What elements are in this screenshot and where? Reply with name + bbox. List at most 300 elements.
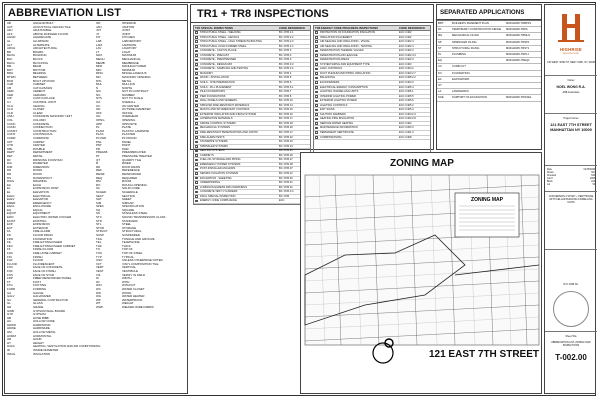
checkbox-icon: [195, 95, 198, 98]
checkbox-icon: [195, 45, 198, 48]
separated-applications-panel: [436, 4, 542, 150]
checkbox-icon: [315, 118, 318, 121]
tr8-inspection-name: SERVICE WATER HEATING: [320, 121, 354, 125]
checkbox-icon: [195, 145, 198, 148]
tr1-inspection-name: EXTERIOR INSULATION AND FINISH SYSTEM: [200, 112, 257, 116]
tr1-inspection-name: EMERGENCY POWER SYSTEMS: [200, 162, 241, 166]
abbreviation-meaning: SQUARE: [122, 207, 135, 212]
abbreviation-meaning: ANCHOR BOLT: [33, 21, 54, 25]
tr8-code-reference: ECC C405.1: [399, 90, 414, 94]
owner-label: Owner: [567, 79, 575, 82]
field-value: 04/15/2020: [583, 169, 595, 171]
tr1-code-reference: BC 1705.8: [279, 94, 292, 98]
tr1-code-reference: BC 1705.6: [279, 81, 292, 85]
abbreviation-meaning: MISCELLANEOUS: [122, 71, 147, 76]
abbreviation-code: EXIST: [7, 218, 16, 223]
tr1-code-reference: BC 1705.15: [279, 108, 293, 112]
abbreviation-code: GALV: [7, 294, 15, 299]
abbreviation-code: BLDG: [7, 53, 15, 58]
tr1-code-reference: BC 1705.3: [279, 53, 292, 57]
abbreviation-code: KIT: [96, 35, 101, 40]
checkbox-icon: [195, 172, 198, 175]
tr1-code-reference: BC 1705.25: [279, 149, 293, 153]
abbreviation-meaning: CERAMIC: [33, 92, 47, 97]
abbreviation-code: CONST: [7, 128, 18, 133]
tr8-code-reference: ECC C405.4: [399, 85, 414, 89]
abbreviation-meaning: ADJUSTABLE: [33, 28, 52, 33]
abbreviation-code: STRUCT: [96, 229, 108, 234]
abbreviation-code: WC: [96, 286, 101, 291]
checkbox-icon: [315, 113, 318, 116]
abbreviation-code: CJ: [7, 100, 11, 105]
tr8-inspection-name: BALANCING: [320, 76, 335, 80]
application-description: [452, 58, 506, 63]
checkbox-icon: [315, 68, 318, 71]
application-description: EARTHWORK: [452, 77, 470, 81]
abbreviation-meaning: LAVATORY: [122, 46, 137, 51]
checkbox-icon: [195, 195, 198, 198]
abbreviation-code: FEC: [7, 243, 13, 248]
abbreviation-meaning: ARCHITECTURAL: [33, 46, 58, 51]
tr8-code-reference: ECC C408.2.2: [399, 76, 416, 80]
abbreviation-meaning: GENERAL CONTRACTOR: [33, 297, 68, 302]
tr1-code-reference: BC 1705.20: [279, 126, 293, 130]
tr8-code-reference: ECC C404: [399, 121, 412, 125]
tr1-code-reference: BC 1705.7: [279, 90, 292, 94]
tr8-inspection-name: INTERIOR LIGHTING POWER: [320, 94, 356, 98]
abbreviation-meaning: REFERENCE: [122, 168, 140, 173]
abbreviation-code: SQ: [96, 207, 101, 212]
tr1-inspection-name: CONCRETE - DESIGN MIX: [200, 62, 233, 66]
tr8-code-reference: ECC C402.4: [399, 44, 414, 48]
checkbox-icon: [195, 63, 198, 66]
abbreviation-code: PLAM: [96, 128, 104, 133]
abbreviation-code: RD: [96, 164, 101, 169]
tr1-inspection-name: WOOD - INSTALLATION: [200, 76, 229, 80]
application-code: SP: [438, 40, 442, 44]
abbreviation-meaning: FOUNDATION: [33, 236, 52, 241]
checkbox-icon: [315, 131, 318, 134]
abbreviation-code: STL: [96, 222, 102, 227]
abbreviation-code: N: [96, 85, 99, 90]
abbreviation-meaning: DETAIL: [33, 153, 43, 158]
tr1-code-reference: BC 1705.37: [279, 167, 293, 171]
application-code: PL: [438, 53, 442, 57]
abbreviation-meaning: FOOTING: [33, 283, 47, 288]
abbreviation-meaning: OVERALL: [122, 100, 136, 105]
abbreviation-code: WT: [96, 301, 101, 306]
abbreviation-meaning: STEEL: [122, 222, 132, 227]
tr1-inspection-name: PILE FOUNDATIONS: [200, 90, 226, 94]
application-job-number: M00111905-TRMH1: [506, 34, 530, 38]
abbreviation-meaning: TELEPHONE: [122, 240, 140, 245]
abbreviation-meaning: ELEVATION: [33, 189, 49, 194]
abbreviation-code: AL: [7, 38, 11, 43]
abbreviation-code: FOS: [7, 272, 13, 277]
checkbox-icon: [195, 118, 198, 121]
abbreviation-meaning: ELECTRIC WATER COOLER: [33, 215, 72, 220]
abbreviation-code: OD: [96, 107, 101, 112]
abbreviation-meaning: FINISH FLOOR: [33, 247, 54, 252]
abbreviation-code: SHT: [96, 197, 102, 202]
abbreviation-meaning: OVERHEAD: [122, 114, 139, 119]
abbreviation-meaning: ACOUSTICAL CEILING TILE: [33, 24, 71, 29]
stamp-label: NYC DOB No.: [563, 283, 579, 286]
abbreviation-meaning: CONTINUOUS: [33, 132, 53, 137]
abbreviation-meaning: DRAWING: [33, 179, 47, 184]
abbreviation-meaning: WITHOUT: [122, 283, 136, 288]
abbreviation-list: [4, 4, 188, 394]
abbreviation-code: HR: [7, 337, 12, 342]
tr8-inspection-name: EXTERIOR LIGHTING POWER: [320, 99, 357, 103]
checkbox-icon: [315, 136, 318, 139]
abbreviation-code: CONT: [7, 132, 16, 137]
abbreviation-code: ARCH: [7, 46, 16, 51]
sheet-number: T-002.00: [555, 353, 587, 362]
application-job-number: [506, 89, 540, 94]
tr1-inspection-name: CONCRETE - PRESTRESSED: [200, 58, 237, 62]
application-code: EA: [438, 77, 442, 81]
checkbox-icon: [195, 68, 198, 71]
abbreviation-meaning: MASONRY OPENING: [122, 74, 151, 79]
application-job-number: M00111905-TRSP1: [506, 40, 530, 44]
abbreviation-meaning: CEILING: [33, 103, 45, 108]
brand-tagline: ARCHITECTURE: [563, 53, 579, 55]
abbreviation-meaning: OUTSIDE DIAMETER: [122, 107, 151, 112]
abbreviation-code: RO: [96, 182, 101, 187]
tr1-inspection-name: EXCAVATION - SHEETING: [200, 176, 232, 180]
abbreviation-code: OFF: [96, 110, 102, 115]
abbreviation-meaning: VERTICAL: [122, 265, 137, 270]
abbreviation-meaning: MEMBRANE: [122, 60, 139, 65]
tr1-code-reference: BC 1705.2.2: [279, 35, 294, 39]
abbreviation-code: CORR: [7, 136, 16, 140]
application-description: STRUCTURAL FILING: [452, 46, 480, 50]
tr1-inspection-name: CONCRETE TEST CYLINDERS: [200, 190, 238, 194]
project-scope: CONVERSION 4 STORY + PENTHOUSE WITH CELLAR BUILDING 8 DWELLING UNITS: [548, 195, 594, 205]
abbreviation-meaning: FIRE HOSE CABINET: [33, 251, 62, 255]
abbreviation-code: ACT: [7, 24, 13, 29]
abbreviation-meaning: FIRE ALARM: [33, 229, 51, 234]
abbreviation-code: ELEC: [7, 193, 15, 198]
abbreviation-code: MO: [96, 74, 101, 79]
abbreviation-code: FE: [7, 240, 11, 245]
abbreviation-code: EQ: [7, 207, 12, 212]
abbreviation-meaning: VINYL COMPOSITION TILE: [122, 261, 159, 266]
tr8-inspection-name: FENESTRATION AREAS: [320, 58, 350, 62]
abbreviation-code: INT: [96, 21, 101, 25]
tr8-header-code: CODE REFERENCE: [399, 26, 426, 30]
tr8-inspection-name: AIR SEALING AND INSULATION - VISUAL: [320, 40, 370, 44]
abbreviation-code: HVAC: [7, 344, 15, 349]
checkbox-icon: [195, 150, 198, 153]
abbreviation-code: LAV: [96, 46, 102, 51]
abbreviation-code: NIC: [96, 89, 101, 94]
abbreviation-meaning: ELEVATOR: [33, 197, 48, 202]
owner-name: NOEL WONG R.A.: [556, 85, 586, 89]
tr1-inspection-name: MECHANICAL SYSTEMS: [200, 126, 231, 130]
checkbox-icon: [195, 77, 198, 80]
tr1-inspection-name: STRUCTURAL STEEL - DETAILS: [200, 35, 240, 39]
application-code: MH: [438, 34, 443, 38]
abbreviation-code: SS: [96, 211, 100, 216]
abbreviation-code: PNT: [96, 143, 102, 148]
abbreviation-meaning: HEATING, VENTILATION AND AIR CONDITIONING: [33, 344, 101, 349]
abbreviation-code: BUR: [7, 78, 14, 83]
abbreviation-meaning: BLOCK: [33, 56, 43, 61]
application-code: OT: [438, 84, 442, 88]
tr1-inspection-name: HEATING SYSTEMS: [200, 149, 225, 153]
tr1-header-name: TR1 SPECIAL INSPECTIONS: [195, 26, 233, 30]
checkbox-icon: [195, 100, 198, 103]
checkbox-icon: [195, 127, 198, 130]
tr1-table: [193, 25, 311, 205]
tr1-inspection-name: FIRE-RESISTANT PENETRATIONS AND JOINTS: [200, 131, 258, 135]
application-description: FOUNDATION: [452, 71, 470, 75]
abbreviation-code: SIM: [96, 200, 102, 205]
checkbox-icon: [315, 100, 318, 103]
abbreviation-code: BD: [7, 49, 12, 54]
tr1-inspection-name: ALTERNATIVE MATERIALS: [200, 117, 233, 121]
field-label: Date: [547, 169, 552, 171]
abbreviation-meaning: HARDWARE: [33, 326, 50, 331]
abbreviation-code: MECH: [96, 56, 105, 61]
abbreviation-column-right: [96, 22, 185, 356]
checkbox-icon: [315, 81, 318, 84]
abbreviation-meaning: GAUGE: [33, 290, 44, 295]
checkbox-icon: [195, 131, 198, 134]
abbreviation-code: DN: [7, 168, 12, 173]
abbreviation-meaning: ABOVE FINISHED FLOOR: [33, 31, 69, 36]
abbreviation-code: HDWD: [7, 322, 16, 327]
abbreviation-meaning: FLOOR: [33, 258, 43, 263]
title-block-field: [547, 184, 595, 187]
tr8-code-reference: ECC C405.6: [399, 99, 414, 103]
abbreviation-code: STOR: [96, 225, 104, 230]
abbreviation-meaning: EMERGENCY: [33, 200, 52, 205]
abbreviation-meaning: CONCRETE: [33, 121, 50, 126]
sheet-title: ABBREVIATION LIST, ZONING MAP, INSPECTIONS: [551, 341, 591, 347]
abbreviation-meaning: CONCRETE MASONRY UNIT: [33, 114, 73, 119]
abbreviation-code: ELEV: [7, 197, 15, 202]
field-label: Block: [547, 181, 553, 183]
abbreviation-meaning: OFFICE: [122, 110, 133, 115]
abbreviation-code: ENCL: [7, 204, 15, 209]
abbreviation-code: GYP: [7, 312, 14, 317]
abbreviation-meaning: CORRIDOR: [33, 136, 49, 140]
abbreviation-meaning: GYPSUM WALL BOARD: [33, 308, 66, 313]
abbreviation-code: DBL: [7, 146, 13, 151]
abbreviation-code: FLUOR: [7, 261, 17, 266]
abbreviation-code: SUSP: [96, 233, 104, 238]
tr1-inspection-name: PIER FOUNDATIONS: [200, 94, 226, 98]
tr1-code-reference: BC 1705.2.3: [279, 40, 294, 44]
abbreviation-code: PLAS: [96, 132, 104, 137]
abbreviation-meaning: ROUGH OPENING: [122, 182, 147, 187]
field-label: Lot: [547, 184, 551, 186]
abbreviation-code: REQ: [96, 175, 103, 180]
tr1-code-reference: BC 1705.24: [279, 144, 293, 148]
abbreviation-meaning: MULLION: [122, 82, 135, 87]
tr1-code-reference: ECC: [279, 199, 285, 203]
sheet-title-label: Sheet Title: [565, 335, 577, 338]
abbreviation-meaning: ON CENTER: [122, 103, 140, 108]
abbreviation-meaning: FACE OF STUD: [33, 272, 55, 277]
abbreviation-meaning: PAINT: [122, 143, 131, 148]
abbreviation-code: WD: [96, 290, 101, 295]
tr1-inspection-name: SOILS - SITE PREPARATION: [200, 81, 235, 85]
checkbox-icon: [195, 104, 198, 107]
abbreviation-meaning: WATER CLOSET: [122, 286, 145, 291]
tr8-header-name: TR8 ENERGY CODE PROGRESS INSPECTIONS: [315, 26, 379, 30]
abbreviation-meaning: DOWNSPOUT: [33, 175, 53, 180]
abbreviation-code: AGGR: [7, 35, 16, 40]
abbreviation-meaning: EQUIPMENT: [33, 211, 51, 216]
abbreviation-meaning: CEMENT: [33, 89, 46, 94]
abbreviation-meaning: CATCH BASIN: [33, 85, 53, 90]
abbreviation-code: GA: [7, 290, 12, 295]
abbreviation-meaning: ROOF DRAIN: [122, 164, 141, 169]
abbreviation-code: HDWE: [7, 326, 16, 331]
abbreviation-meaning: AGGREGATE: [33, 35, 52, 40]
zoning-legend-title: ZONING MAP: [471, 197, 503, 203]
checkbox-icon: [195, 200, 198, 203]
tr1-code-reference: BC 1705.3: [279, 49, 292, 53]
application-description: LANDMARKS: [452, 90, 469, 94]
abbreviation-meaning: PLYWOOD: [122, 136, 137, 140]
abbreviation-code: FOC: [7, 265, 14, 270]
highrise-logo: [545, 9, 597, 51]
abbreviation-meaning: PRESSURE TREATED: [122, 153, 152, 158]
abbreviation-meaning: RISER: [122, 161, 131, 166]
project-address: 121 EAST 7TH STREET MANHATTAN NY 10009: [550, 123, 592, 132]
tr8-code-reference: ECC C401.3: [399, 131, 414, 135]
abbreviation-code: PL: [96, 125, 100, 130]
checkbox-icon: [195, 159, 198, 162]
abbreviation-code: FIN: [7, 254, 12, 259]
checkbox-icon: [315, 86, 318, 89]
abbreviation-code: JT: [96, 31, 100, 36]
abbreviation-meaning: CONNECTION: [33, 125, 53, 130]
abbreviation-meaning: NOT TO SCALE: [122, 96, 144, 101]
abbreviation-code: EQUIP: [7, 211, 16, 216]
tr8-inspection-name: HVAC CONTROLS: [320, 67, 343, 71]
abbreviation-code: FD: [7, 233, 11, 238]
abbreviation-code: BLKG: [7, 60, 15, 65]
abbreviation-code: QT: [96, 157, 101, 162]
tr1-code-reference: BC 1705: [279, 194, 290, 198]
abbreviation-code: CER: [7, 92, 14, 97]
abbreviation-code: FF: [7, 247, 11, 252]
abbreviation-meaning: REQUIRED: [122, 175, 138, 180]
abbreviation-meaning: STANDARD: [122, 218, 138, 223]
abbreviation-code: TEL: [96, 240, 102, 245]
abbreviation-meaning: PLASTER: [122, 132, 136, 137]
abbreviation-code: EL: [7, 189, 11, 194]
tr8-code-reference: ECC C405.5: [399, 94, 414, 98]
abbreviation-meaning: STRUCTURAL: [122, 229, 142, 234]
title-block: [544, 4, 596, 394]
abbreviation-meaning: VERIFY IN FIELD: [122, 272, 146, 277]
tr8-inspection-name: SHUTOFF DAMPERS: [320, 112, 346, 116]
abbreviation-code: DWG: [7, 179, 15, 184]
abbreviation-meaning: DOWN: [33, 168, 43, 173]
tr8-code-reference: ECC C402.4: [399, 40, 414, 44]
tr1-inspection-name: CHIMNEYS: [200, 153, 214, 157]
application-description: SUPPORT OF EXCAVATION: [452, 96, 487, 100]
checkbox-icon: [195, 40, 198, 43]
abbreviation-meaning: TONGUE AND GROOVE: [122, 236, 155, 241]
abbreviation-code: R: [96, 161, 99, 166]
abbreviation-meaning: SECTION: [122, 193, 135, 198]
tr8-code-reference: ECC C408: [399, 135, 412, 139]
abbreviation-meaning: DOUBLE: [33, 146, 45, 151]
application-code: EQ: [438, 59, 442, 63]
abbreviation-code: DIA: [7, 161, 12, 166]
field-value: 1905: [589, 178, 595, 180]
tr1-code-reference: BC 1705.6.1: [279, 85, 294, 89]
abbreviation-meaning: PANEL: [122, 139, 132, 144]
tr1-table-row: [194, 199, 310, 204]
divider: [545, 331, 597, 332]
abbreviation-code: PLYWD: [96, 136, 107, 140]
abbreviation-meaning: CONTROL JOINT: [33, 100, 57, 105]
abbreviation-code: AB: [7, 21, 11, 25]
tr8-inspection-name: ELECTRICAL ENERGY CONSUMPTION: [320, 85, 368, 89]
abbreviation-code: RM: [96, 179, 101, 184]
abbreviation-code: DS: [7, 175, 12, 180]
tr8-code-reference: ECC C402: [399, 35, 412, 39]
abbreviation-code: UNO: [96, 258, 103, 263]
abbreviation-meaning: BUILT UP ROOF: [33, 78, 55, 83]
abbreviation-code: MEMB: [96, 60, 105, 65]
abbreviation-code: BTWN: [7, 74, 16, 79]
checkbox-icon: [195, 136, 198, 139]
abbreviation-meaning: BEARING: [33, 71, 47, 76]
zoning-address: 121 EAST 7TH STREET: [428, 349, 539, 360]
tr8-code-reference: ECC C405.4: [399, 108, 414, 112]
abbreviation-code: BM: [7, 64, 12, 69]
tr1-inspection-name: MASTIC AND INTUMESCENT COATINGS: [200, 108, 250, 112]
field-label: Job #: [547, 178, 553, 180]
tr1-code-reference: BC 1705.26: [279, 153, 293, 157]
abbreviation-code: MISC: [96, 71, 104, 76]
tr1-code-reference: BC 1705.17: [279, 117, 293, 121]
field-value: NW: [591, 175, 595, 177]
abbreviation-meaning: ALUMINUM: [33, 38, 49, 43]
checkbox-icon: [195, 72, 198, 75]
tr1-inspection-name: WALL PANELS AND VENEERS: [200, 99, 237, 103]
abbreviation-code: DIM: [7, 164, 13, 169]
abbreviation-meaning: SIMILAR: [122, 200, 134, 205]
abbreviation-code: CIP: [7, 96, 12, 101]
abbreviation-code: BOT: [7, 67, 13, 72]
abbreviation-meaning: DIMENSION: [33, 164, 50, 169]
tr1-code-reference: BC 1705.27: [279, 158, 293, 162]
abbreviation-code: AFF: [7, 31, 13, 36]
tr1-code-reference: BC 1705.28: [279, 162, 293, 166]
abbreviation-meaning: EXISTING: [33, 218, 47, 223]
abbreviation-meaning: EXPANSION JOINT: [33, 186, 59, 191]
checkbox-icon: [195, 186, 198, 189]
abbreviation-code: GWB: [7, 308, 14, 313]
abbreviation-meaning: EACH: [33, 182, 42, 187]
abbreviation-code: W: [96, 276, 99, 281]
abbreviation-code: EMER: [7, 200, 16, 205]
checkbox-icon: [195, 122, 198, 125]
tr1-inspection-name: UNDERPINNING: [200, 181, 221, 185]
tr1-inspection-name: SOILS - FILL PLACEMENT: [200, 85, 232, 89]
